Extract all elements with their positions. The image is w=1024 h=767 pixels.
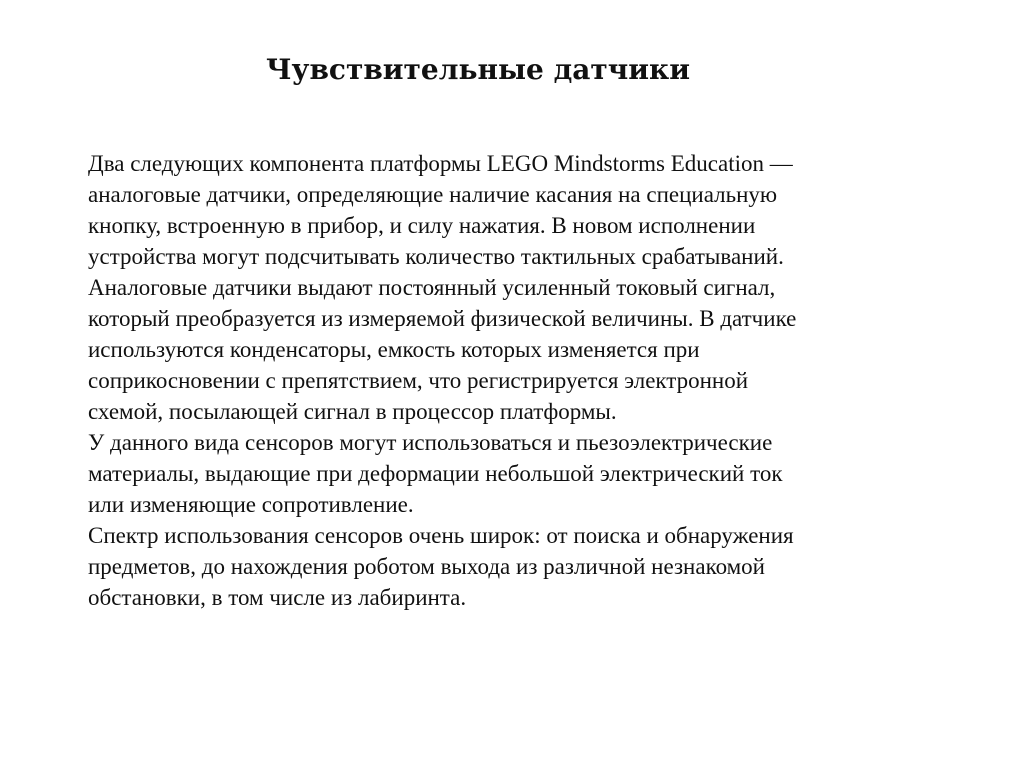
text-line: предметов, до нахождения роботом выхода из различной незнакомой: [88, 554, 765, 579]
text-line: Спектр использования сенсоров очень широк: от поиска и обнаружения: [88, 523, 794, 548]
text-line: Два следующих компонента платформы LEGO Mindstorms Education —: [88, 151, 793, 176]
text-line: кнопку, встроенную в прибор, и силу нажатия. В новом исполнении: [88, 213, 756, 238]
text-line: соприкосновении с препятствием, что регистрируется электронной: [88, 368, 749, 393]
slide-title: Чувствительные датчики: [265, 53, 690, 86]
text-line: используются конденсаторы, емкость которых изменяется при: [88, 337, 700, 362]
text-line: Аналоговые датчики выдают постоянный усиленный токовый сигнал,: [88, 275, 776, 300]
body-text: [88, 148, 988, 613]
text-line: схемой, посылающей сигнал в процессор платформы.: [88, 399, 617, 424]
text-line: или изменяющие сопротивление.: [88, 492, 414, 517]
text-line: который преобразуется из измеряемой физической величины. В датчике: [88, 306, 797, 331]
text-line: устройства могут подсчитывать количество тактильных срабатываний.: [88, 244, 784, 269]
text-line: У данного вида сенсоров могут использоваться и пьезоэлектрические: [88, 430, 773, 455]
text-line: материалы, выдающие при деформации небольшой электрический ток: [88, 461, 783, 486]
text-line: аналоговые датчики, определяющие наличие касания на специальную: [88, 182, 778, 207]
text-line: обстановки, в том числе из лабиринта.: [88, 585, 467, 610]
